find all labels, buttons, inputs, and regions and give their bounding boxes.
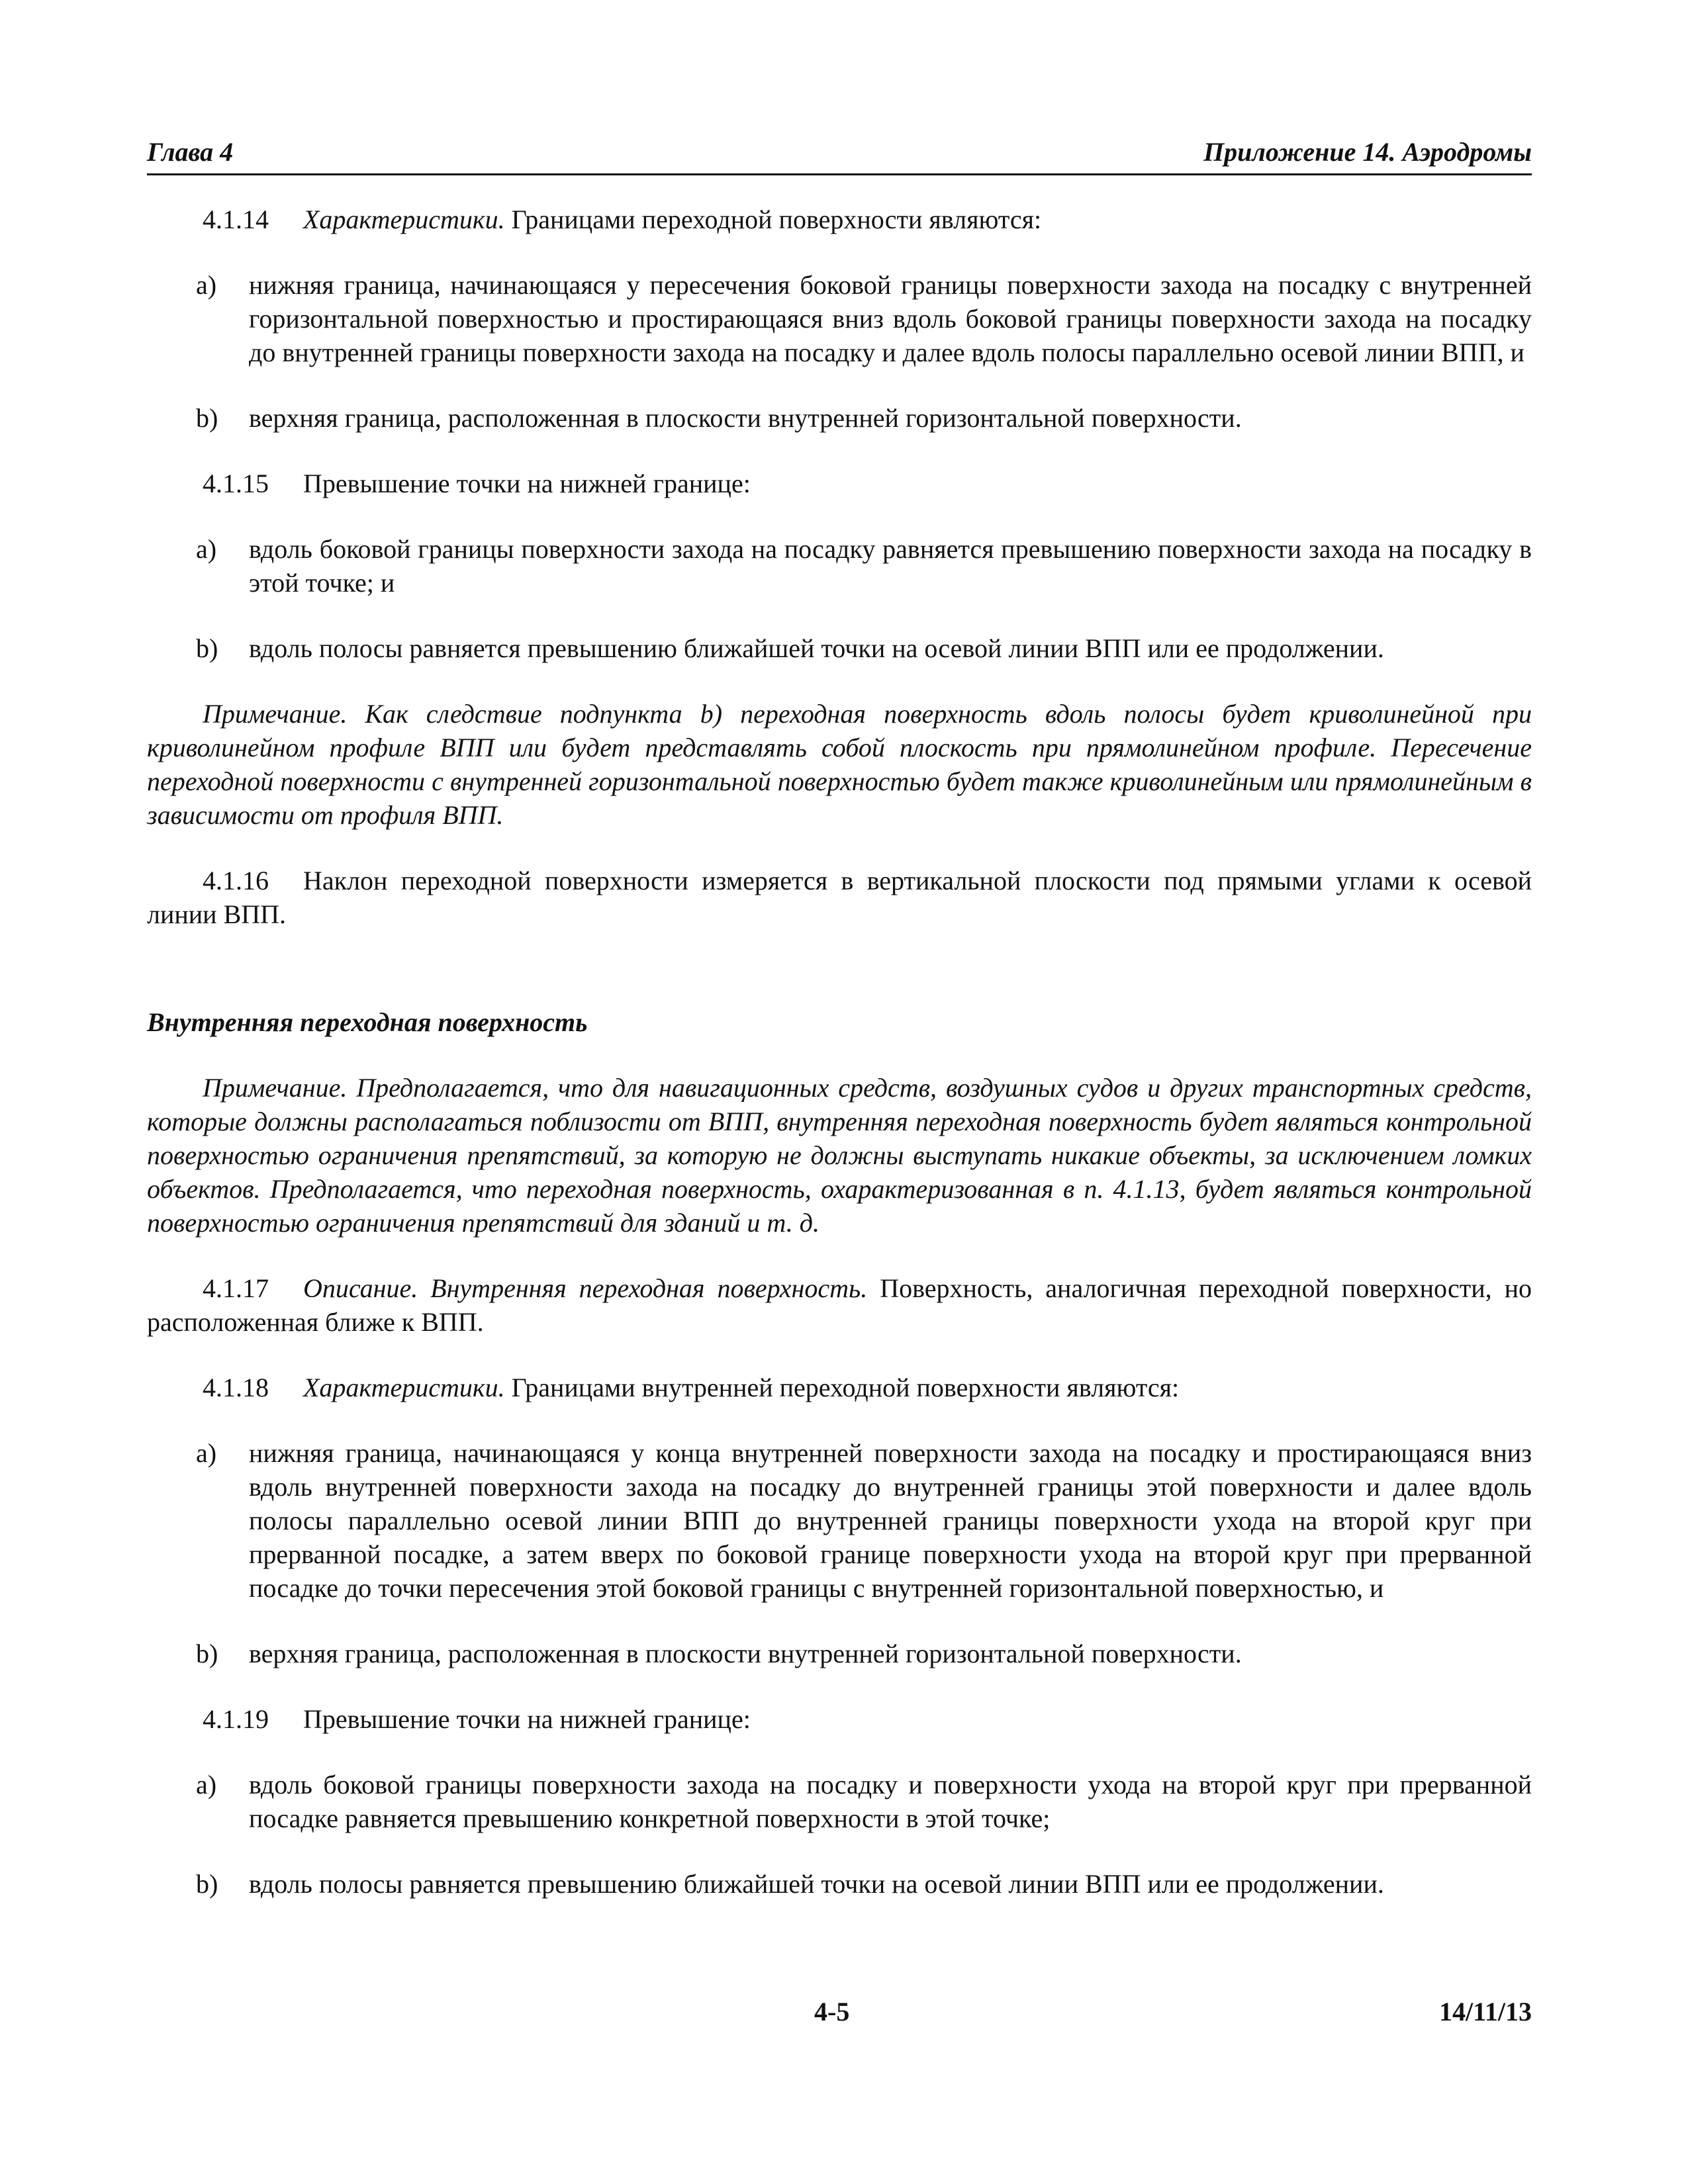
- paragraph-text: Превышение точки на нижней границе:: [303, 469, 751, 498]
- list-item-label: b): [196, 1869, 218, 1899]
- paragraph-label: Описание. Внутренняя переходная поверхность.: [303, 1273, 868, 1303]
- paragraph-4-1-19: [147, 1702, 1532, 1736]
- paragraph-text: Границами переходной поверхности являются:: [511, 205, 1042, 234]
- list-item-label: b): [196, 633, 218, 663]
- list-item: [147, 1436, 1532, 1605]
- list-item: [147, 532, 1532, 600]
- paragraph-number: 4.1.19: [203, 1704, 269, 1734]
- list-item-label: a): [196, 534, 217, 564]
- footer-date: 14/11/13: [1438, 1997, 1532, 2026]
- paragraph-label: Характеристики.: [303, 205, 505, 234]
- document-body: [147, 203, 1532, 1933]
- list-item: [147, 401, 1532, 435]
- paragraph-number: 4.1.15: [203, 469, 269, 498]
- note-1: Примечание. Как следствие подпункта b) переходная поверхность вдоль полосы будет криволинейной при криволинейном профиле ВПП или будет представлять собой плоскость при прямолинейном профиле. Пересечение переходной поверхности с внутренней горизонтальной поверхностью будет также криволинейным или прямолинейным в зависимости от профиля ВПП.: [147, 699, 1532, 830]
- section-heading: Внутренняя переходная поверхность: [147, 1007, 588, 1037]
- paragraph-4-1-16: [147, 864, 1532, 931]
- list-item: [147, 1867, 1532, 1901]
- list-item-label: a): [196, 270, 217, 300]
- header-rule: [147, 173, 1532, 175]
- list-item-text: нижняя граница, начинающаяся у пересечения боковой границы поверхности захода на посадку с внутренней горизонтальной поверхностью и простирающаяся вниз вдоль боковой границы поверхности захода на посадку до внутренней границы поверхности захода на посадку и далее вдоль полосы параллельно осевой линии ВПП, и: [249, 270, 1532, 367]
- paragraph-number: 4.1.17: [203, 1273, 269, 1303]
- list-item-label: b): [196, 1639, 218, 1668]
- list-item-text: верхняя граница, расположенная в плоскости внутренней горизонтальной поверхности.: [249, 403, 1242, 433]
- paragraph-4-1-18: [147, 1371, 1532, 1404]
- paragraph-4-1-17: [147, 1271, 1532, 1339]
- list-item-label: a): [196, 1438, 217, 1468]
- list-item-text: верхняя граница, расположенная в плоскости внутренней горизонтальной поверхности.: [249, 1639, 1242, 1668]
- list-item-text: нижняя граница, начинающаяся у конца внутренней поверхности захода на посадку и простирающаяся вниз вдоль внутренней поверхности захода на посадку до внутренней границы этой поверхности и далее вдоль полосы параллельно осевой линии ВПП до внутренней границы поверхности ухода на второй круг при прерванной посадке, а затем вверх по боковой границе поверхности ухода на второй круг при прерванной посадке до точки пересечения этой боковой границы с внутренней горизонтальной поверхностью, и: [249, 1438, 1532, 1603]
- paragraph-number: 4.1.16: [203, 866, 269, 895]
- paragraph-label: Характеристики.: [303, 1373, 505, 1402]
- list-item-label: b): [196, 403, 218, 433]
- list-item: [147, 268, 1532, 369]
- list-item-text: вдоль боковой границы поверхности захода на посадку и поверхности ухода на второй круг при прерванной посадке равняется превышению конкретной поверхности в этой точке;: [249, 1770, 1532, 1833]
- paragraph-4-1-15: [147, 467, 1532, 500]
- list-item: [147, 631, 1532, 665]
- paragraph-4-1-14: [147, 203, 1532, 236]
- header-annex-title: Приложение 14. Аэродромы: [1203, 137, 1532, 167]
- list-item: [147, 1768, 1532, 1835]
- paragraph-text: Границами внутренней переходной поверхности являются:: [511, 1373, 1180, 1402]
- paragraph-text: Превышение точки на нижней границе:: [303, 1704, 751, 1734]
- page-number: 4-5: [814, 1997, 850, 2026]
- paragraph-text: Поверхность, аналогичная переходной поверхности, но расположенная ближе к ВПП.: [147, 1273, 1532, 1337]
- list-item-text: вдоль боковой границы поверхности захода на посадку равняется превышению поверхности захода на посадку в этой точке; и: [249, 534, 1532, 598]
- list-item-label: a): [196, 1770, 217, 1799]
- paragraph-number: 4.1.18: [203, 1373, 269, 1402]
- note-2: Примечание. Предполагается, что для навигационных средств, воздушных судов и других транспортных средств, которые должны располагаться поблизости от ВПП, внутренняя переходная поверхность будет являться контрольной поверхностью ограничения препятствий, за которую не должны выступать никакие объекты, за исключением ломких объектов. Предполагается, что переходная поверхность, охарактеризованная в п. 4.1.13, будет являться контрольной поверхностью ограничения препятствий для зданий и т. д.: [147, 1073, 1532, 1238]
- paragraph-text: Наклон переходной поверхности измеряется в вертикальной плоскости под прямыми углами к осевой линии ВПП.: [147, 866, 1532, 929]
- list-item-text: вдоль полосы равняется превышению ближайшей точки на осевой линии ВПП или ее продолжении.: [249, 1869, 1384, 1899]
- list-item: [147, 1637, 1532, 1670]
- list-item-text: вдоль полосы равняется превышению ближайшей точки на осевой линии ВПП или ее продолжении.: [249, 633, 1384, 663]
- paragraph-number: 4.1.14: [203, 205, 269, 234]
- header-chapter: Глава 4: [147, 137, 234, 167]
